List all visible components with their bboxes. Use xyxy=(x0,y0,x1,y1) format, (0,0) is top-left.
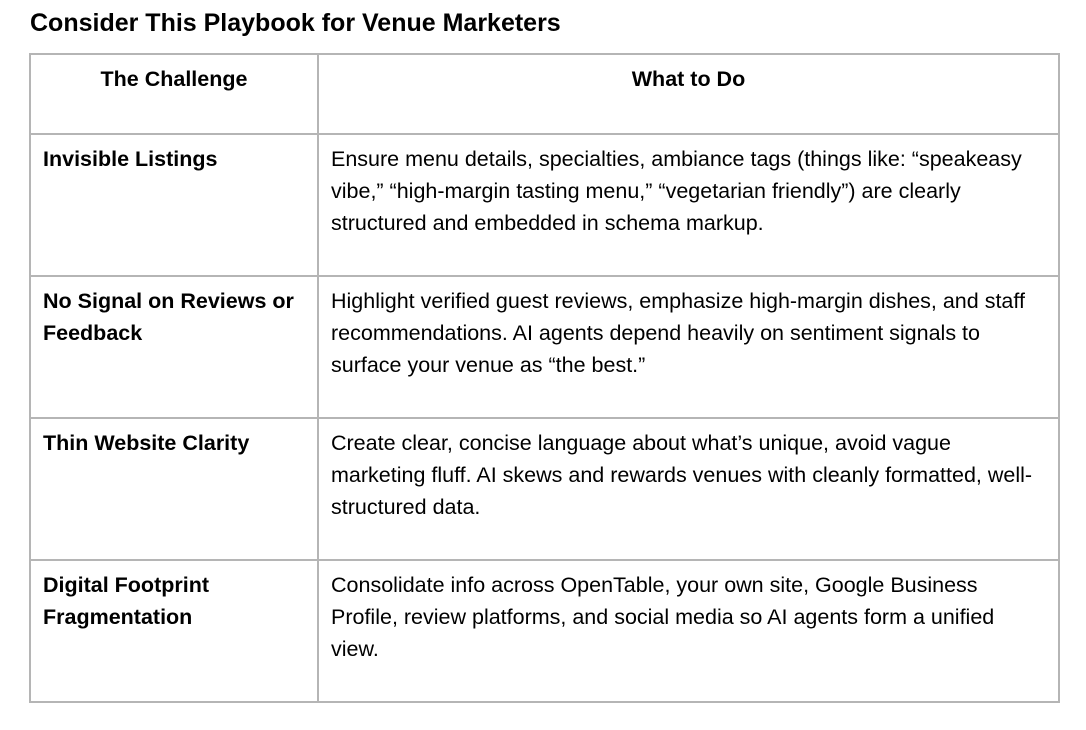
challenge-cell: Invisible Listings xyxy=(30,134,318,276)
challenge-cell: No Signal on Reviews or Feedback xyxy=(30,276,318,418)
challenge-cell: Thin Website Clarity xyxy=(30,418,318,560)
table-header-row xyxy=(30,54,1059,134)
header-what-to-do: What to Do xyxy=(318,54,1059,134)
table-row xyxy=(30,134,1059,276)
playbook-table xyxy=(29,53,1060,703)
table-row xyxy=(30,276,1059,418)
action-cell: Ensure menu details, specialties, ambiance tags (things like: “speakeasy vibe,” “high-margin tasting menu,” “vegetarian friendly”) are clearly structured and embedded in schema markup. xyxy=(318,134,1059,276)
action-cell: Consolidate info across OpenTable, your own site, Google Business Profile, review platforms, and social media so AI agents form a unified view. xyxy=(318,560,1059,702)
challenge-cell: Digital Footprint Fragmentation xyxy=(30,560,318,702)
page-title: Consider This Playbook for Venue Marketers xyxy=(30,9,561,37)
table-row xyxy=(30,560,1059,702)
table-row xyxy=(30,418,1059,560)
header-challenge: The Challenge xyxy=(30,54,318,134)
action-cell: Create clear, concise language about what’s unique, avoid vague marketing fluff. AI skews and rewards venues with cleanly formatted, well-structured data. xyxy=(318,418,1059,560)
action-cell: Highlight verified guest reviews, emphasize high-margin dishes, and staff recommendations. AI agents depend heavily on sentiment signals to surface your venue as “the best.” xyxy=(318,276,1059,418)
